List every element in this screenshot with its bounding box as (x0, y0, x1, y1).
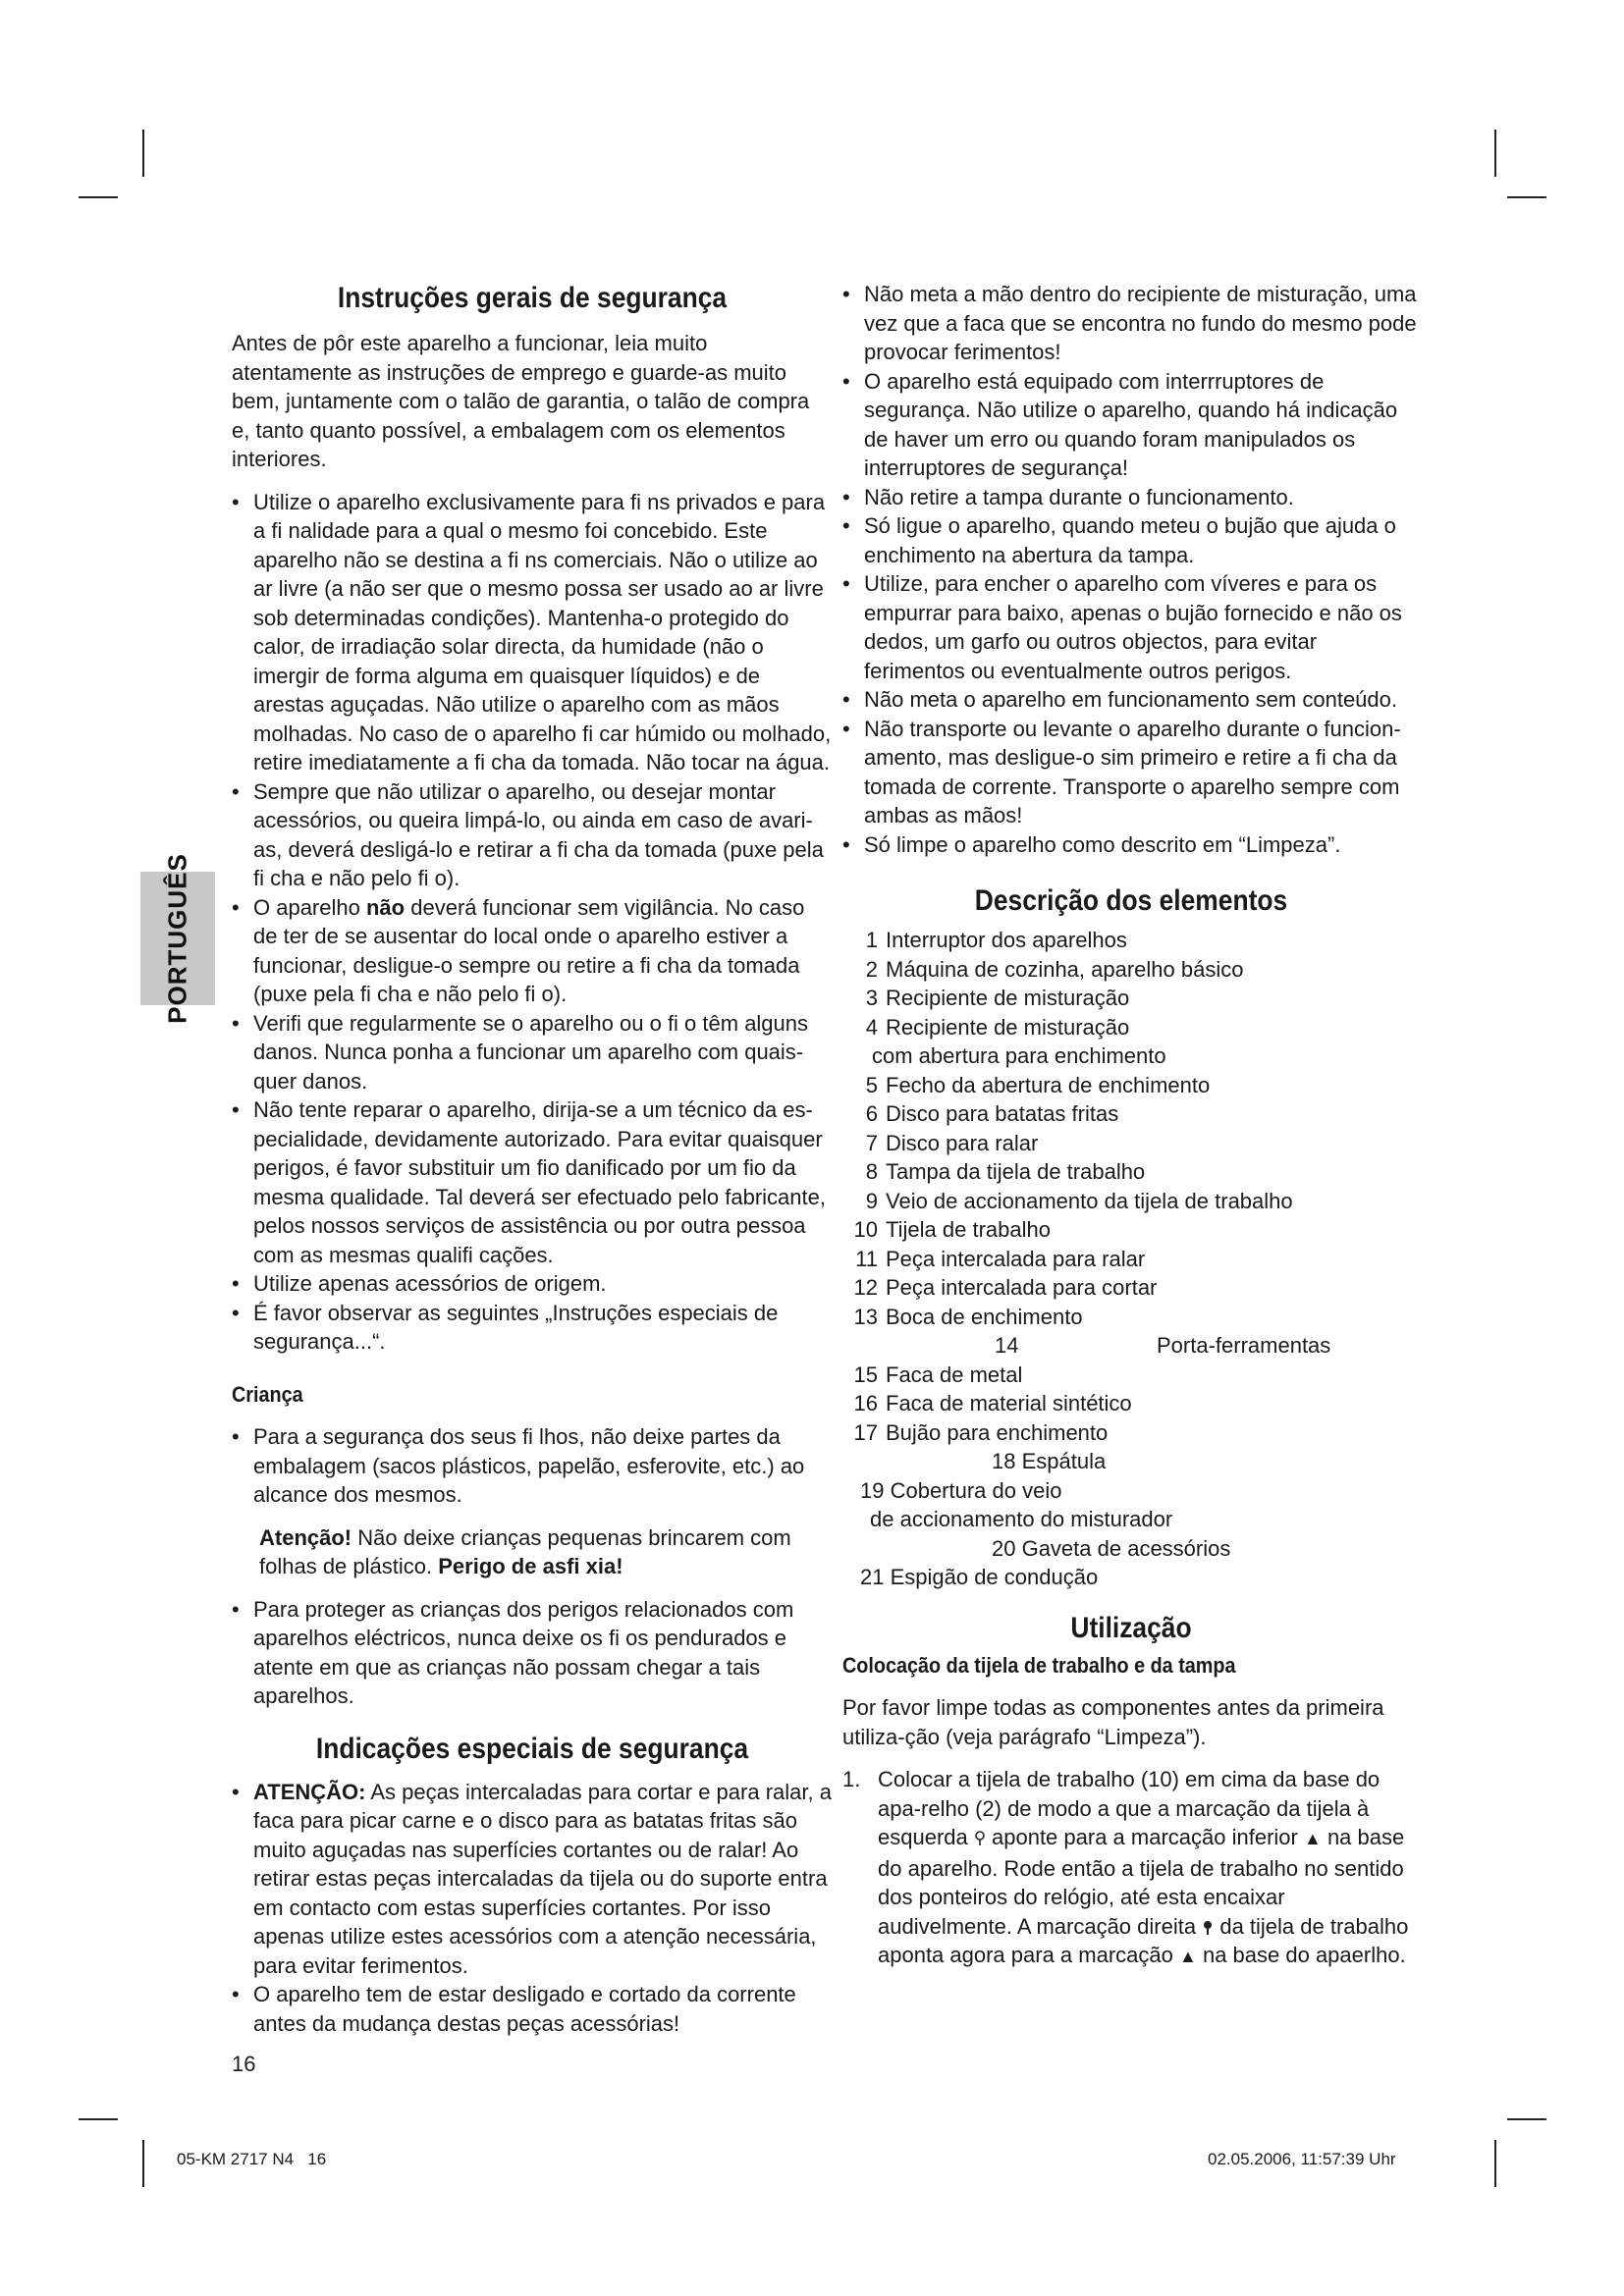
list-item: • Só limpe o aparelho como descrito em “Limpeza”. (842, 830, 1420, 860)
list-item: 7 Disco para ralar (865, 1130, 1039, 1155)
list-item: 14 Porta-ferramentas (995, 1333, 1331, 1358)
list-item: 8 Tampa da tijela de trabalho (865, 1159, 1146, 1184)
intro-paragraph: Antes de pôr este aparelho a funcionar, leia muito atentamente as instruções de emprego e guarde-as muito bem, juntamente com o talão de garantia, o talão de compra e, tanto quanto possível, a embalagem com os elementos interiores. (232, 331, 810, 471)
list-item: 9 Veio de accionamento da tijela de trabalho (865, 1188, 1293, 1213)
list-item: 11 Peça intercalada para ralar (855, 1246, 1146, 1271)
usage-subheading: Colocação da tijela de trabalho e da tampa (842, 1652, 1236, 1678)
list-item: • ATENÇÃO: As peças intercaladas para cortar e para ralar, a faca para picar carne e o disco para as batatas fritas são muito aguçadas nas superfícies cortantes ou de ralar! Ao retirar estas peças intercaladas da tijela ou do suporte entra em contacto com estas superfícies cortantes. Por isso apenas utilize estes acessórios com a atenção necessária, para evitar ferimentos. (232, 1778, 833, 1981)
warning-label: Atenção! (259, 1524, 352, 1550)
attention-label: ATENÇÃO: (253, 1779, 366, 1804)
right-column (842, 280, 1420, 1972)
bowl-marker-filled-icon (1202, 1920, 1214, 1936)
warning-paragraph: Atenção! Não deixe crianças pequenas brincarem com folhas de plástico. Perigo de asfi xia! (259, 1524, 791, 1578)
crop-mark (1494, 2140, 1496, 2187)
left-column (232, 280, 833, 2038)
list-item: 16 Faca de material sintético (853, 1391, 1132, 1415)
elements-heading: Descrição dos elementos (974, 884, 1288, 917)
crop-mark (79, 2118, 118, 2120)
crop-mark (1507, 2118, 1546, 2120)
usage-intro: Por favor limpe todas as componentes antes da primeira utiliza-ção (veja parágrafo “Limpeza”). (842, 1695, 1384, 1749)
bowl-marker-icon (974, 1831, 986, 1846)
list-item: • Não transporte ou levante o aparelho durante o funcion-amento, mas desligue-o sim primeiro e retire a fi cha da tomada de corrente. Transporte o aparelho sempre com ambas as mãos! (842, 715, 1420, 830)
list-item: • O aparelho está equipado com interrruptores de segurança. Não utilize o aparelho, quando há indicação de haver um erro ou quando foram manipulados os interruptores de segurança! (842, 367, 1420, 483)
elements-list (842, 926, 1420, 1592)
child-heading: Criança (232, 1381, 303, 1407)
footer-right: 02.05.2006, 11:57:39 Uhr (1208, 2150, 1396, 2168)
list-item: de accionamento do misturador (870, 1507, 1173, 1531)
list-item: 5 Fecho da abertura de enchimento (865, 1072, 1211, 1097)
list-item: 12 Peça intercalada para cortar (853, 1275, 1158, 1300)
triangle-marker-icon: ▲ (1303, 1829, 1322, 1848)
list-item: 2 Máquina de cozinha, aparelho básico (865, 956, 1244, 982)
list-item: • Utilize apenas acessórios de origem. (232, 1269, 833, 1299)
warning-bold: Perigo de asfi xia! (438, 1554, 623, 1578)
language-side-tab (140, 853, 215, 1024)
list-item: • O aparelho tem de estar desligado e cortado da corrente antes da mudança destas peças acessórias! (232, 1980, 833, 2038)
list-item: • Utilize, para encher o aparelho com víveres e para os empurrar para baixo, apenas o bujão fornecido e não os dedos, um garfo ou outros objectos, para evitar ferimentos ou eventualmente outros perigos. (842, 569, 1420, 685)
list-item: 13 Boca de enchimento (853, 1304, 1083, 1329)
list-item: • Verifi que regularmente se o aparelho ou o fi o têm alguns danos. Nunca ponha a funcionar um aparelho com quais-quer danos. (232, 1009, 833, 1096)
crop-mark (1507, 196, 1546, 198)
list-item: 20 Gaveta de acessórios (992, 1535, 1231, 1561)
list-item: • Para a segurança dos seus fi lhos, não deixe partes da embalagem (sacos plásticos, papelão, esferovite, etc.) ao alcance dos mesmos. (232, 1422, 833, 1510)
list-item: • Não tente reparar o aparelho, dirija-se a um técnico da es-pecialidade, devidamente autorizado. Para evitar quaisquer perigos, é favor substituir um fio danificado por um fio da mesma qualidade. Tal deverá ser efectuado pelo fabricante, pelos nossos serviços de assistência ou por outra pessoa com as mesmas qualifi cações. (232, 1095, 833, 1269)
list-item: • Só ligue o aparelho, quando meteu o bujão que ajuda o enchimento na abertura da tampa. (842, 511, 1420, 569)
list-item: 15 Faca de metal (853, 1362, 1023, 1387)
list-item: • Sempre que não utilizar o aparelho, ou desejar montar acessórios, ou queira limpá-lo, ou ainda em caso de avari-as, deverá desligá-lo e retirar a fi cha da tomada (puxe pela fi cha e não pelo fi o). (232, 777, 833, 893)
safety-list-continued (842, 280, 1420, 859)
usage-heading: Utilização (1070, 1611, 1192, 1644)
general-safety-heading: Instruções gerais de segurança (337, 282, 728, 314)
list-item: 17 Bujão para enchimento (853, 1419, 1109, 1445)
list-item: • Utilize o aparelho exclusivamente para fi ns privados e para a fi nalidade para a qual o mesmo foi concebido. Este aparelho não se destina a fi ns comerciais. Não o utilize ao ar livre (a não ser que o mesmo possa ser usado ao ar livre sob determinadas condições). Mantenha-o protegido do calor, de irradiação solar directa, da humidade (não o imergir de forma alguma em quaisquer líquidos) e de arestas aguçadas. Não utilize o aparelho com as mãos molhadas. No caso de o aparelho fi car húmido ou molhado, retire imediatamente a fi cha da tomada. Não tocar na água. (232, 488, 833, 777)
footer-left: 05-KM 2717 N4 16 (177, 2150, 327, 2168)
triangle-marker-icon: ▲ (1179, 1947, 1197, 1966)
list-item: 21 Espigão de condução (860, 1565, 1099, 1589)
list-item: 1 Interruptor dos aparelhos (865, 928, 1127, 952)
safety-list (232, 488, 833, 1357)
list-item: 4 Recipiente de misturação (865, 1014, 1130, 1040)
crop-mark (1494, 130, 1496, 177)
page-number: 16 (232, 2052, 256, 2076)
list-item: • Não meta a mão dentro do recipiente de misturação, uma vez que a faca que se encontra no fundo do mesmo pode provocar ferimentos! (842, 280, 1420, 367)
bold-text: não (365, 894, 406, 920)
special-safety-heading: Indicações especiais de segurança (315, 1732, 749, 1765)
list-item: • Não meta o aparelho em funcionamento sem conteúdo. (842, 685, 1420, 715)
crop-mark (142, 130, 144, 177)
list-item: 19 Cobertura do veio (860, 1477, 1062, 1503)
list-item: • É favor observar as seguintes „Instruções especiais de segurança...“. (232, 1299, 833, 1357)
list-item: 3 Recipiente de misturação (865, 986, 1130, 1010)
crop-mark (142, 2140, 144, 2187)
list-item: 18 Espátula (992, 1449, 1107, 1473)
crop-mark (79, 196, 118, 198)
list-item: • O aparelho não deverá funcionar sem vigilância. No caso de ter de se ausentar do local onde o aparelho estiver a funcionar, desligue-o sempre ou retire a fi cha da tomada (puxe pela fi cha e não pelo fi o). (232, 893, 833, 1009)
step-item: 1. Colocar a tijela de trabalho (10) em cima da base do apa-relho (2) de modo a que a marcação da tijela à esquerda aponte para a marcação inferior ▲ na base do aparelho. Rode então a tijela de trabalho no sentido dos ponteiros do relógio, até esta encaixar audivelmente. A marcação direita da tijela de trabalho aponta agora para a marcação ▲ na base do apaerlho. (842, 1767, 1409, 1967)
list-item: com abertura para enchimento (872, 1043, 1166, 1068)
list-item: • Não retire a tampa durante o funcionamento. (842, 483, 1420, 512)
step-number: 1. (842, 1767, 861, 1791)
list-item: 10 Tijela de trabalho (853, 1217, 1051, 1242)
list-item: • Para proteger as crianças dos perigos relacionados com aparelhos eléctricos, nunca deixe os fi os pendurados e atente em que as crianças não possam chegar a tais aparelhos. (232, 1595, 833, 1711)
list-item: 6 Disco para batatas fritas (865, 1101, 1119, 1126)
language-label: PORTUGUÊS (162, 853, 192, 1024)
